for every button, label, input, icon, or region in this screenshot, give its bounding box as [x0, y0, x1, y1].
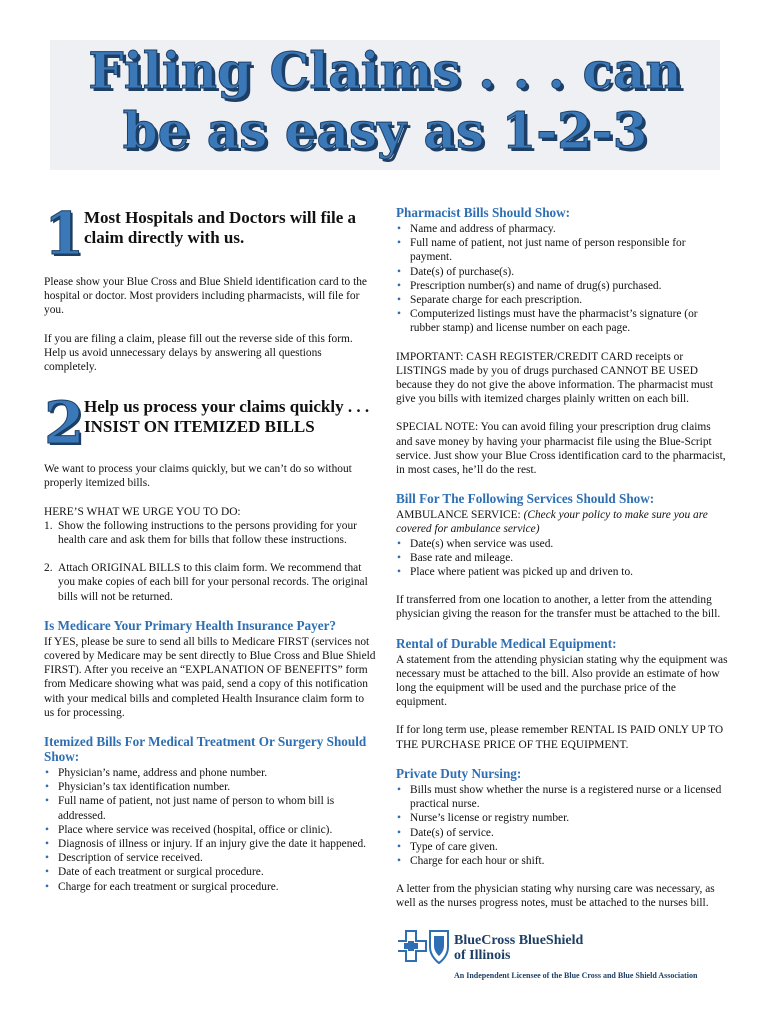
transfer-text: If transferred from one location to another, a letter from the attending physician giving the reason for the transfer must be attached to the bill.	[396, 594, 721, 621]
durable-para-1: A statement from the attending physician stating why the equipment was necessary must be attached to the bill. Also provide an estimate of how long the equipment will be used and the purchase price of the equipment.	[396, 653, 728, 709]
list-item: • Charge for each hour or shift.	[396, 854, 728, 868]
list-item: • Name and address of pharmacy.	[396, 222, 728, 236]
itemized-heading: Itemized Bills For Medical Treatment Or Surgery Should Show:	[44, 734, 367, 765]
list-item: • Charge for each treatment or surgical procedure.	[44, 880, 376, 894]
list-item: • Type of care given.	[396, 840, 728, 854]
ambulance-line	[396, 508, 728, 536]
step-1-para-1: Please show your Blue Cross and Blue Shield identification card to the hospital or doctor. Most providers including pharmacists, will file for you.	[44, 276, 367, 317]
list-item: • Place where patient was picked up and driven to.	[396, 565, 728, 579]
logo-name: BlueCross BlueShield of Illinois	[454, 933, 584, 963]
step-2-number: 2	[44, 389, 85, 458]
itemized-list	[44, 766, 376, 894]
list-item: • Full name of patient, not just name of person responsible for payment.	[396, 236, 728, 264]
list-item: • Full name of patient, not just name of person to whom bill is addressed.	[44, 794, 376, 822]
urge-item: 2. Attach ORIGINAL BILLS to this claim form. We recommend that you make copies of each bill for your personal records. The original bills will not be returned.	[44, 562, 368, 603]
logo-tagline: An Independent Licensee of the Blue Cross and Blue Shield Association	[454, 971, 698, 980]
list-item: • Computerized listings must have the pharmacist’s signature (or rubber stamp) and license number on each page.	[396, 307, 728, 335]
step-1-para-2: If you are filing a claim, please fill out the reverse side of this form. Help us avoid unnecessary delays by answering all questions completely.	[44, 332, 353, 374]
ambulance-note: (Check your policy to make sure you are covered for ambulance service)	[396, 509, 708, 536]
list-item: • Bills must show whether the nurse is a registered nurse or a licensed practical nurse.	[396, 783, 728, 811]
list-item: • Nurse’s license or registry number.	[396, 811, 728, 825]
title-line-2: be as easy as 1-2-3	[122, 101, 648, 160]
nursing-heading: Private Duty Nursing:	[396, 765, 522, 781]
durable-heading: Rental of Durable Medical Equipment:	[396, 635, 617, 651]
list-item: • Date of each treatment or surgical procedure.	[44, 865, 376, 879]
list-item: • Physician’s name, address and phone number.	[44, 766, 376, 780]
urge-heading: HERE’S WHAT WE URGE YOU TO DO:	[44, 505, 241, 518]
list-item: • Base rate and mileage.	[396, 551, 728, 565]
urge-item: 1. Show the following instructions to the persons providing for your health care and ask them for bills that follow these instructions.	[44, 519, 357, 547]
step-2-para-1: We want to process your claims quickly, but we can’t do so without properly itemized bills.	[44, 463, 352, 490]
durable-para-2: If for long term use, please remember RENTAL IS PAID ONLY UP TO THE PURCHASE PRICE OF THE EQUIPMENT.	[396, 724, 724, 751]
pharmacist-heading: Pharmacist Bills Should Show:	[396, 205, 571, 220]
list-item: • Physician’s tax identification number.	[44, 780, 376, 794]
right-column	[396, 205, 728, 925]
pharmacist-important: IMPORTANT: CASH REGISTER/CREDIT CARD receipts or LISTINGS made by you of drugs purchased CANNOT BE USED because they do not give the above information. The pharmacist must give you bills with itemized charges plainly written on each bill.	[396, 350, 714, 406]
services-list	[396, 537, 728, 580]
urge-list	[44, 519, 376, 604]
list-item: • Date(s) when service was used.	[396, 537, 728, 551]
list-item: • Date(s) of service.	[396, 826, 728, 840]
pharmacist-special-note: SPECIAL NOTE: You can avoid filing your prescription drug claims and save money by having your pharmacist file using the Blue-Script service. Just show your Blue Cross identification card to the pharmacist, in most cases, he’ll do the rest.	[396, 421, 726, 477]
medicare-heading: Is Medicare Your Primary Health Insurance Payer?	[44, 617, 337, 633]
step-2	[44, 389, 376, 458]
list-item: • Place where service was received (hospital, office or clinic).	[44, 823, 376, 837]
list-item: • Date(s) of purchase(s).	[396, 265, 728, 279]
ambulance-label: AMBULANCE SERVICE:	[396, 509, 524, 522]
list-item: • Separate charge for each prescription.	[396, 293, 728, 307]
medicare-text: If YES, please be sure to send all bills to Medicare FIRST (services not covered by Medicare may be sent directly to Blue Cross and Blue Shield FIRST). After you receive an “EXPLANATION OF BENEFITS” form from Medicare showing what was paid, send a copy of this notification with your medical bills and completed Health Insurance claim form to us for processing.	[44, 635, 376, 719]
step-1	[44, 200, 376, 268]
cross-shield-icon	[398, 927, 452, 971]
title-banner	[50, 40, 720, 170]
list-item: • Prescription number(s) and name of drug(s) purchased.	[396, 279, 728, 293]
nursing-list	[396, 783, 728, 868]
nursing-letter: A letter from the physician stating why nursing care was necessary, as well as the nurses progress notes, must be attached to the nurses bill.	[396, 883, 715, 910]
left-column	[44, 200, 376, 908]
step-1-number: 1	[44, 200, 85, 268]
list-item: • Diagnosis of illness or injury. If an injury give the date it happened.	[44, 837, 376, 851]
title-line-1: Filing Claims . . . can	[88, 41, 682, 100]
step-2-heading: Help us process your claims quickly . . . INSIST ON ITEMIZED BILLS	[84, 397, 370, 437]
step-1-heading: Most Hospitals and Doctors will file a claim directly with us.	[84, 208, 356, 247]
services-heading: Bill For The Following Services Should Show:	[396, 491, 655, 507]
pharmacist-list	[396, 222, 728, 336]
bcbs-logo	[398, 927, 728, 987]
list-item: • Description of service received.	[44, 851, 376, 865]
